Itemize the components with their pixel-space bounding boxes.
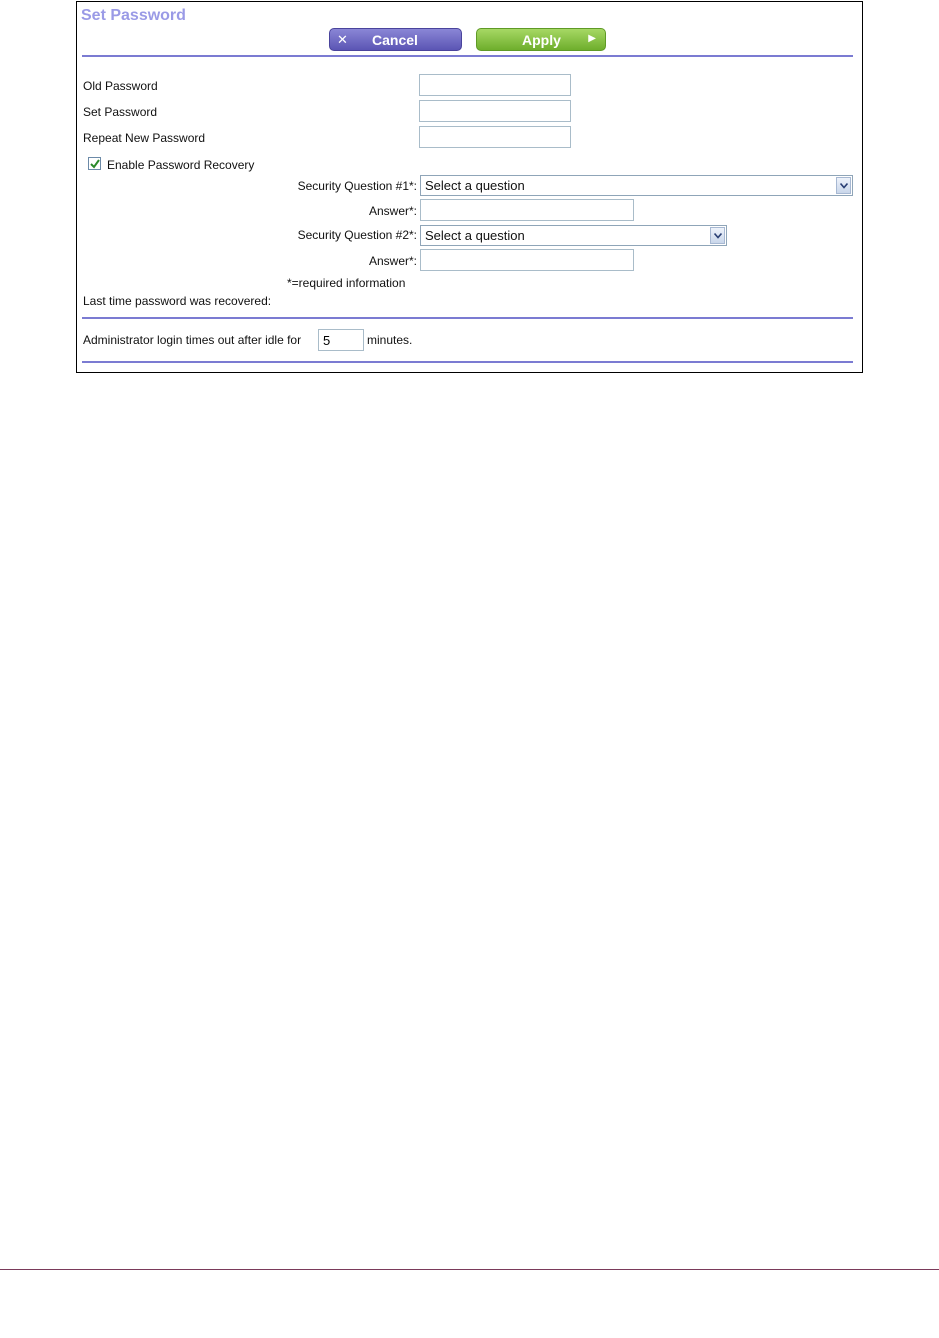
password-recovery-checkbox[interactable] bbox=[88, 157, 101, 170]
page-title: Set Password bbox=[81, 7, 186, 24]
apply-button-label: Apply bbox=[522, 32, 561, 48]
security-question-1-label: Security Question #1*: bbox=[297, 179, 417, 193]
set-password-input[interactable] bbox=[419, 100, 571, 122]
old-password-input[interactable] bbox=[419, 74, 571, 96]
security-question-2-select[interactable] bbox=[420, 225, 727, 246]
security-question-2-value: Select a question bbox=[425, 228, 525, 243]
divider-bottom bbox=[82, 361, 853, 363]
repeat-password-input[interactable] bbox=[419, 126, 571, 148]
cancel-button-label: Cancel bbox=[372, 32, 418, 48]
last-recovered-label: Last time password was recovered: bbox=[83, 294, 272, 308]
check-icon bbox=[90, 159, 100, 169]
chevron-down-icon bbox=[710, 227, 725, 244]
timeout-label: Administrator login times out after idle for bbox=[83, 333, 302, 347]
divider-top bbox=[82, 55, 853, 57]
apply-button[interactable] bbox=[476, 28, 606, 51]
answer-2-input[interactable] bbox=[420, 249, 634, 271]
play-arrow-icon: ▶ bbox=[588, 33, 596, 44]
answer-1-input[interactable] bbox=[420, 199, 634, 221]
security-question-2-label: Security Question #2*: bbox=[297, 228, 417, 242]
page-footer-rule bbox=[0, 1269, 939, 1270]
password-recovery-label: Enable Password Recovery bbox=[107, 158, 255, 172]
required-note: *=required information bbox=[287, 276, 406, 290]
divider-middle bbox=[82, 317, 853, 319]
set-password-label: Set Password bbox=[83, 105, 158, 119]
old-password-label: Old Password bbox=[83, 79, 158, 93]
timeout-minutes-input[interactable] bbox=[318, 329, 364, 351]
answer-1-label: Answer*: bbox=[368, 204, 417, 218]
security-question-1-select[interactable] bbox=[420, 175, 853, 196]
chevron-down-icon bbox=[836, 177, 851, 194]
security-question-1-value: Select a question bbox=[425, 178, 525, 193]
answer-2-label: Answer*: bbox=[368, 254, 417, 268]
timeout-unit-label: minutes. bbox=[367, 333, 413, 347]
repeat-password-label: Repeat New Password bbox=[83, 131, 206, 145]
set-password-panel bbox=[76, 1, 863, 373]
cancel-button[interactable] bbox=[329, 28, 462, 51]
close-icon: ✕ bbox=[337, 32, 348, 47]
